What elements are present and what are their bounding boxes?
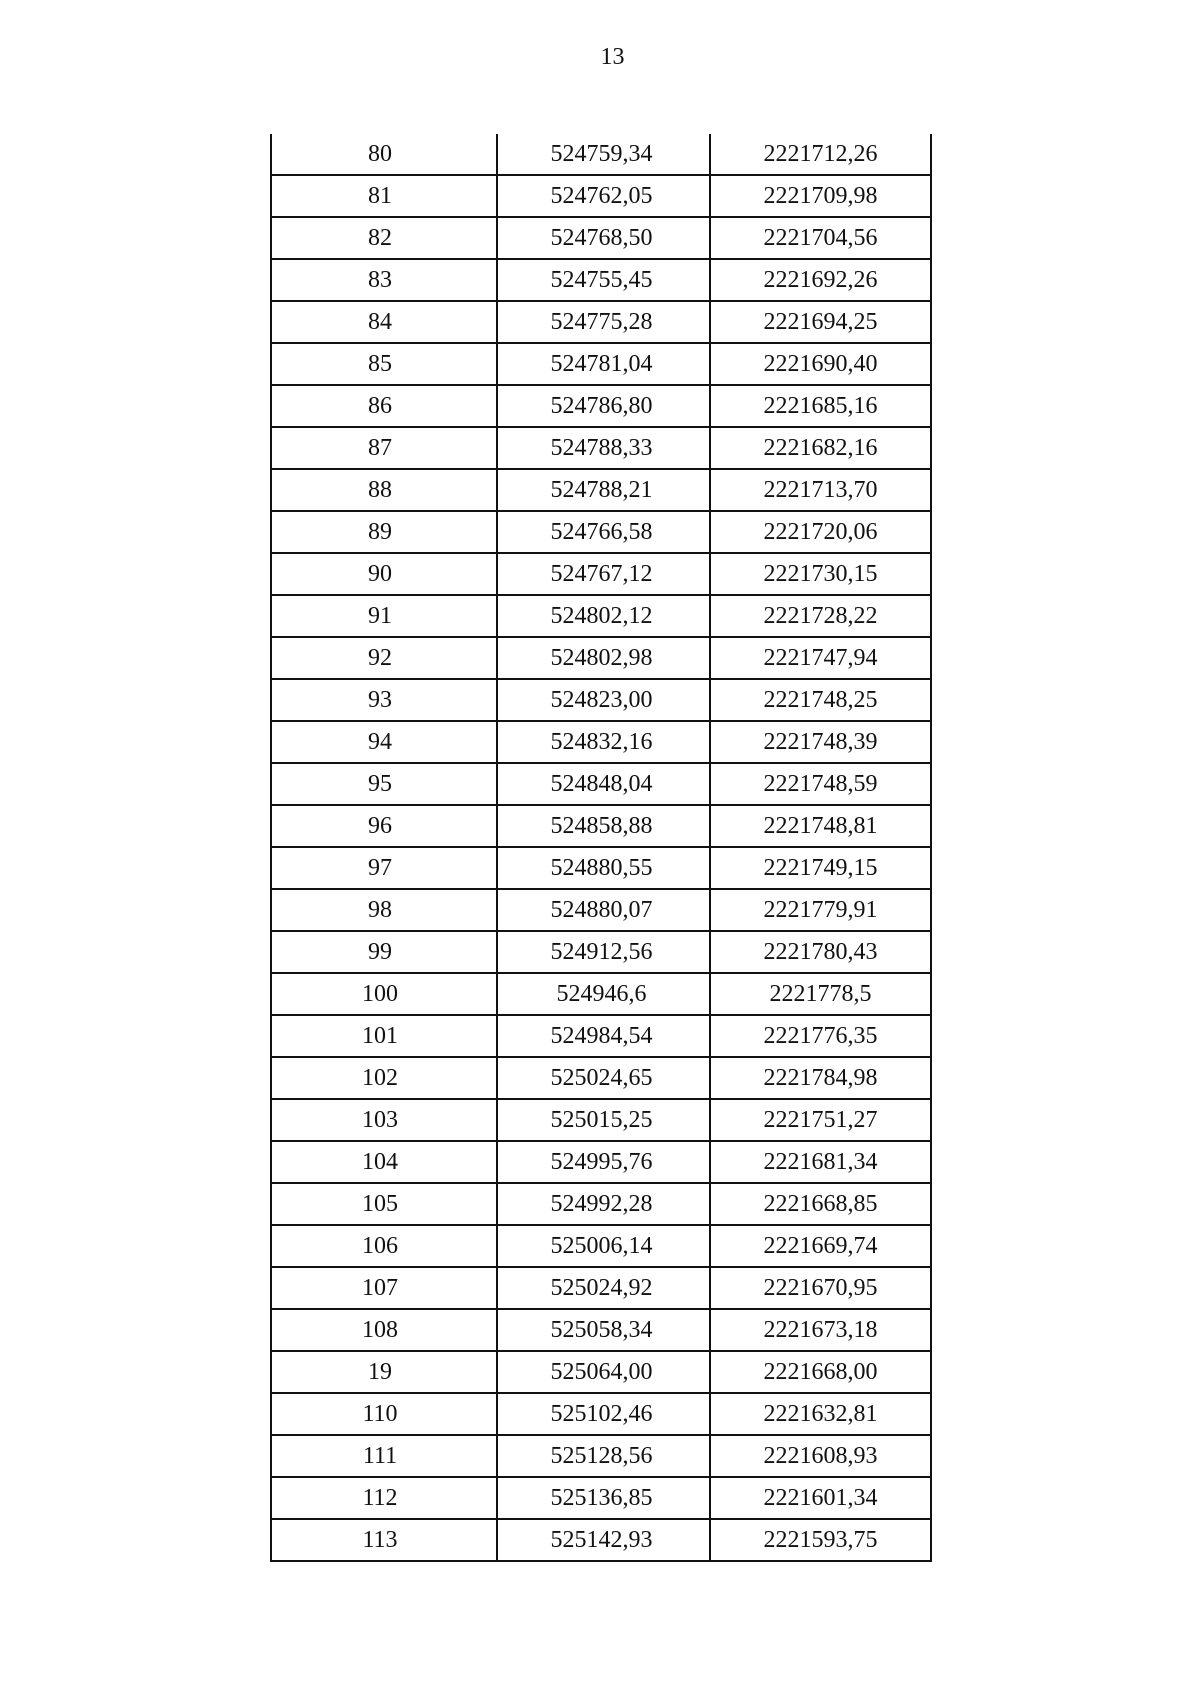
x-coordinate-cell: 524832,16 [497, 721, 710, 763]
y-coordinate-cell: 2221704,56 [710, 217, 931, 259]
coordinates-table-body [271, 134, 931, 1561]
table-row [271, 763, 931, 805]
y-coordinate-cell: 2221778,5 [710, 973, 931, 1015]
table-row [271, 175, 931, 217]
point-number-cell: 83 [271, 259, 497, 301]
y-coordinate-cell: 2221690,40 [710, 343, 931, 385]
point-number-cell: 92 [271, 637, 497, 679]
point-number-cell: 106 [271, 1225, 497, 1267]
coordinates-table [270, 134, 932, 1562]
table-row [271, 1141, 931, 1183]
table-row [271, 1057, 931, 1099]
y-coordinate-cell: 2221748,25 [710, 679, 931, 721]
point-number-cell: 111 [271, 1435, 497, 1477]
point-number-cell: 84 [271, 301, 497, 343]
x-coordinate-cell: 524781,04 [497, 343, 710, 385]
point-number-cell: 90 [271, 553, 497, 595]
table-row [271, 637, 931, 679]
y-coordinate-cell: 2221713,70 [710, 469, 931, 511]
table-row [271, 721, 931, 763]
y-coordinate-cell: 2221720,06 [710, 511, 931, 553]
point-number-cell: 86 [271, 385, 497, 427]
point-number-cell: 82 [271, 217, 497, 259]
table-row [271, 469, 931, 511]
y-coordinate-cell: 2221668,85 [710, 1183, 931, 1225]
table-row [271, 805, 931, 847]
y-coordinate-cell: 2221670,95 [710, 1267, 931, 1309]
point-number-cell: 112 [271, 1477, 497, 1519]
table-row [271, 889, 931, 931]
y-coordinate-cell: 2221692,26 [710, 259, 931, 301]
x-coordinate-cell: 524992,28 [497, 1183, 710, 1225]
table-row [271, 931, 931, 973]
x-coordinate-cell: 525015,25 [497, 1099, 710, 1141]
y-coordinate-cell: 2221779,91 [710, 889, 931, 931]
x-coordinate-cell: 524912,56 [497, 931, 710, 973]
x-coordinate-cell: 524759,34 [497, 134, 710, 175]
y-coordinate-cell: 2221673,18 [710, 1309, 931, 1351]
y-coordinate-cell: 2221748,59 [710, 763, 931, 805]
point-number-cell: 102 [271, 1057, 497, 1099]
table-row [271, 134, 931, 175]
table-row [271, 679, 931, 721]
y-coordinate-cell: 2221681,34 [710, 1141, 931, 1183]
table-row [271, 1015, 931, 1057]
table-row [271, 427, 931, 469]
point-number-cell: 98 [271, 889, 497, 931]
y-coordinate-cell: 2221776,35 [710, 1015, 931, 1057]
y-coordinate-cell: 2221608,93 [710, 1435, 931, 1477]
table-row [271, 1435, 931, 1477]
table-row [271, 217, 931, 259]
point-number-cell: 80 [271, 134, 497, 175]
point-number-cell: 87 [271, 427, 497, 469]
point-number-cell: 97 [271, 847, 497, 889]
point-number-cell: 113 [271, 1519, 497, 1561]
point-number-cell: 19 [271, 1351, 497, 1393]
point-number-cell: 91 [271, 595, 497, 637]
y-coordinate-cell: 2221668,00 [710, 1351, 931, 1393]
x-coordinate-cell: 524848,04 [497, 763, 710, 805]
point-number-cell: 100 [271, 973, 497, 1015]
y-coordinate-cell: 2221685,16 [710, 385, 931, 427]
point-number-cell: 108 [271, 1309, 497, 1351]
table-row [271, 1351, 931, 1393]
table-row [271, 1519, 931, 1561]
point-number-cell: 104 [271, 1141, 497, 1183]
table-row [271, 973, 931, 1015]
x-coordinate-cell: 525024,65 [497, 1057, 710, 1099]
y-coordinate-cell: 2221601,34 [710, 1477, 931, 1519]
x-coordinate-cell: 524880,55 [497, 847, 710, 889]
table-row [271, 301, 931, 343]
x-coordinate-cell: 525024,92 [497, 1267, 710, 1309]
y-coordinate-cell: 2221730,15 [710, 553, 931, 595]
table-row [271, 847, 931, 889]
x-coordinate-cell: 524802,12 [497, 595, 710, 637]
x-coordinate-cell: 524768,50 [497, 217, 710, 259]
point-number-cell: 96 [271, 805, 497, 847]
y-coordinate-cell: 2221748,81 [710, 805, 931, 847]
x-coordinate-cell: 524802,98 [497, 637, 710, 679]
x-coordinate-cell: 524775,28 [497, 301, 710, 343]
x-coordinate-cell: 524786,80 [497, 385, 710, 427]
y-coordinate-cell: 2221747,94 [710, 637, 931, 679]
table-row [271, 1225, 931, 1267]
point-number-cell: 99 [271, 931, 497, 973]
y-coordinate-cell: 2221669,74 [710, 1225, 931, 1267]
y-coordinate-cell: 2221751,27 [710, 1099, 931, 1141]
y-coordinate-cell: 2221682,16 [710, 427, 931, 469]
x-coordinate-cell: 524858,88 [497, 805, 710, 847]
table-row [271, 553, 931, 595]
page-number: 13 [600, 44, 625, 70]
table-row [271, 1477, 931, 1519]
y-coordinate-cell: 2221784,98 [710, 1057, 931, 1099]
table-row [271, 1183, 931, 1225]
table-row [271, 1393, 931, 1435]
x-coordinate-cell: 524766,58 [497, 511, 710, 553]
point-number-cell: 88 [271, 469, 497, 511]
x-coordinate-cell: 525006,14 [497, 1225, 710, 1267]
x-coordinate-cell: 524788,33 [497, 427, 710, 469]
y-coordinate-cell: 2221749,15 [710, 847, 931, 889]
point-number-cell: 95 [271, 763, 497, 805]
x-coordinate-cell: 524984,54 [497, 1015, 710, 1057]
x-coordinate-cell: 525136,85 [497, 1477, 710, 1519]
x-coordinate-cell: 524823,00 [497, 679, 710, 721]
y-coordinate-cell: 2221593,75 [710, 1519, 931, 1561]
table-row [271, 511, 931, 553]
point-number-cell: 103 [271, 1099, 497, 1141]
table-row [271, 1309, 931, 1351]
x-coordinate-cell: 524762,05 [497, 175, 710, 217]
point-number-cell: 105 [271, 1183, 497, 1225]
x-coordinate-cell: 524767,12 [497, 553, 710, 595]
table-row [271, 595, 931, 637]
x-coordinate-cell: 524946,6 [497, 973, 710, 1015]
y-coordinate-cell: 2221632,81 [710, 1393, 931, 1435]
table-row [271, 343, 931, 385]
x-coordinate-cell: 524755,45 [497, 259, 710, 301]
y-coordinate-cell: 2221748,39 [710, 721, 931, 763]
point-number-cell: 85 [271, 343, 497, 385]
x-coordinate-cell: 525128,56 [497, 1435, 710, 1477]
x-coordinate-cell: 524788,21 [497, 469, 710, 511]
table-row [271, 385, 931, 427]
point-number-cell: 93 [271, 679, 497, 721]
y-coordinate-cell: 2221728,22 [710, 595, 931, 637]
point-number-cell: 81 [271, 175, 497, 217]
x-coordinate-cell: 525064,00 [497, 1351, 710, 1393]
point-number-cell: 107 [271, 1267, 497, 1309]
y-coordinate-cell: 2221780,43 [710, 931, 931, 973]
table-row [271, 1099, 931, 1141]
point-number-cell: 89 [271, 511, 497, 553]
point-number-cell: 94 [271, 721, 497, 763]
y-coordinate-cell: 2221694,25 [710, 301, 931, 343]
table-row [271, 1267, 931, 1309]
x-coordinate-cell: 524880,07 [497, 889, 710, 931]
x-coordinate-cell: 525102,46 [497, 1393, 710, 1435]
x-coordinate-cell: 524995,76 [497, 1141, 710, 1183]
point-number-cell: 110 [271, 1393, 497, 1435]
x-coordinate-cell: 525142,93 [497, 1519, 710, 1561]
x-coordinate-cell: 525058,34 [497, 1309, 710, 1351]
point-number-cell: 101 [271, 1015, 497, 1057]
y-coordinate-cell: 2221712,26 [710, 134, 931, 175]
table-row [271, 259, 931, 301]
y-coordinate-cell: 2221709,98 [710, 175, 931, 217]
